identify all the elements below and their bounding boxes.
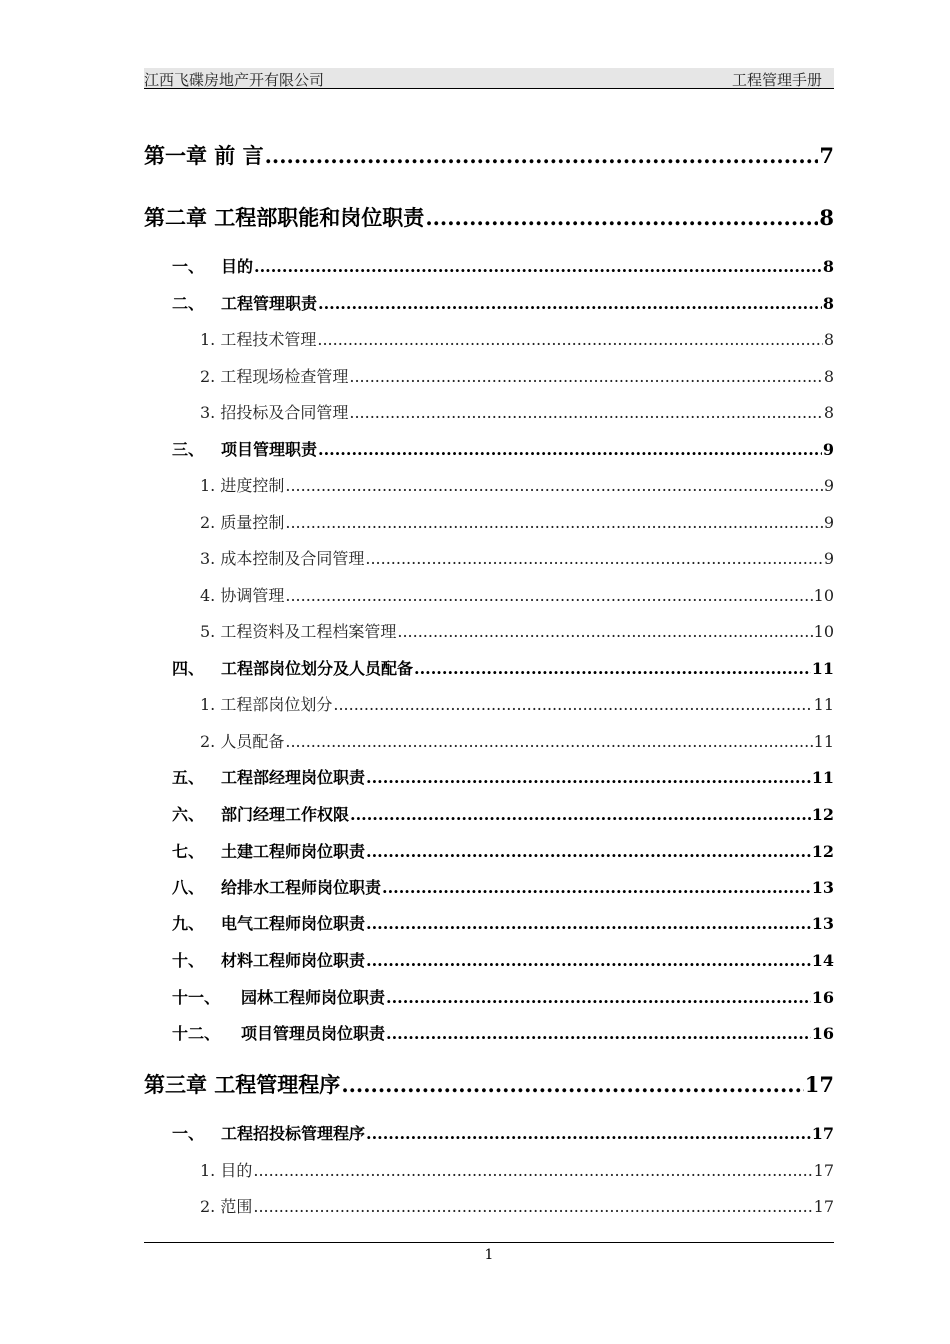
toc-entry-label: 项目管理职责 xyxy=(221,440,318,459)
toc-page-number: 8 xyxy=(822,294,834,313)
toc-entry-label: 目的 xyxy=(221,257,254,276)
toc-page-number: 9 xyxy=(822,440,834,459)
section-number: 八、 xyxy=(172,878,205,897)
toc-entry-label: 3. 成本控制及合同管理 xyxy=(200,549,365,568)
toc-entry-label: 第三章 工程管理程序 xyxy=(144,1072,341,1097)
dot-leader xyxy=(382,878,811,897)
toc-page-number: 13 xyxy=(811,914,834,933)
toc-page-number: 9 xyxy=(823,476,834,495)
section-number: 四、 xyxy=(172,659,205,678)
dot-leader xyxy=(341,1072,803,1097)
dot-leader xyxy=(349,403,822,422)
toc-entry-label: 工程部经理岗位职责 xyxy=(221,768,366,787)
toc-page-number: 7 xyxy=(819,143,834,168)
toc-entry-label: 1. 工程部岗位划分 xyxy=(200,695,333,714)
dot-leader xyxy=(253,1197,812,1216)
section-number: 十二、 xyxy=(172,1024,221,1043)
toc-page-number: 11 xyxy=(813,732,834,751)
dot-leader xyxy=(397,622,812,641)
page-number: 1 xyxy=(484,1247,494,1263)
dot-leader xyxy=(285,476,822,495)
toc-entry-label: 电气工程师岗位职责 xyxy=(221,914,366,933)
toc-page-number: 11 xyxy=(813,695,834,714)
toc-subsection[interactable] xyxy=(200,400,834,423)
toc-entry-label: 5. 工程资料及工程档案管理 xyxy=(200,622,397,641)
toc-entry-label: 工程管理职责 xyxy=(221,294,318,313)
toc-section[interactable] xyxy=(172,1021,834,1044)
toc-page-number: 13 xyxy=(811,878,834,897)
toc-chapter-1[interactable] xyxy=(144,140,834,170)
toc-page-number: 9 xyxy=(823,549,834,568)
toc-entry-label: 土建工程师岗位职责 xyxy=(221,842,366,861)
dot-leader xyxy=(366,914,811,933)
dot-leader xyxy=(318,294,822,313)
toc-page-number: 17 xyxy=(811,1124,834,1143)
dot-leader xyxy=(366,842,811,861)
toc-page-number: 8 xyxy=(819,205,834,230)
toc-entry-label: 部门经理工作权限 xyxy=(221,805,350,824)
toc-section[interactable] xyxy=(172,802,834,825)
dot-leader xyxy=(317,330,822,349)
toc-page-number: 8 xyxy=(823,403,834,422)
toc-page-number: 17 xyxy=(813,1161,834,1180)
toc-entry-label: 给排水工程师岗位职责 xyxy=(221,878,382,897)
section-number: 十、 xyxy=(172,951,205,970)
toc-page-number: 12 xyxy=(811,842,834,861)
toc-entry-label: 项目管理员岗位职责 xyxy=(241,1024,386,1043)
toc-subsection[interactable] xyxy=(200,364,834,387)
toc-section[interactable] xyxy=(172,948,834,971)
toc-section[interactable] xyxy=(172,765,834,788)
toc-entry-label: 2. 工程现场检查管理 xyxy=(200,367,349,386)
toc-subsection[interactable] xyxy=(200,729,834,752)
toc-entry-label: 材料工程师岗位职责 xyxy=(221,951,366,970)
toc-section[interactable] xyxy=(172,839,834,862)
toc-section[interactable] xyxy=(172,437,834,460)
toc-page-number: 8 xyxy=(823,330,834,349)
dot-leader xyxy=(386,988,811,1007)
toc-section[interactable] xyxy=(172,875,834,898)
dot-leader xyxy=(414,659,811,678)
dot-leader xyxy=(366,951,811,970)
section-number: 三、 xyxy=(172,440,205,459)
section-number: 一、 xyxy=(172,1124,205,1143)
toc-page-number: 14 xyxy=(811,951,834,970)
toc-section[interactable] xyxy=(172,291,834,314)
toc-entry-label: 3. 招投标及合同管理 xyxy=(200,403,349,422)
toc-section[interactable] xyxy=(172,656,834,679)
dot-leader xyxy=(318,440,822,459)
toc-page-number: 12 xyxy=(811,805,834,824)
dot-leader xyxy=(350,805,811,824)
section-number: 九、 xyxy=(172,914,205,933)
toc-entry-label: 1. 进度控制 xyxy=(200,476,285,495)
toc-entry-label: 第一章 前 言 xyxy=(144,143,264,168)
toc-subsection[interactable] xyxy=(200,510,834,533)
toc-page-number: 10 xyxy=(813,622,834,641)
toc-entry-label: 工程招投标管理程序 xyxy=(221,1124,366,1143)
toc-page-number: 16 xyxy=(811,988,834,1007)
toc-page-number: 8 xyxy=(823,367,834,386)
dot-leader xyxy=(285,513,822,532)
toc-chapter-2[interactable] xyxy=(144,202,834,232)
toc-page-number: 17 xyxy=(804,1072,834,1097)
dot-leader xyxy=(366,768,811,787)
toc-entry-label: 1. 工程技术管理 xyxy=(200,330,317,349)
dot-leader xyxy=(386,1024,811,1043)
dot-leader xyxy=(365,549,822,568)
toc-section[interactable] xyxy=(172,911,834,934)
section-number: 一、 xyxy=(172,257,205,276)
toc-subsection[interactable] xyxy=(200,619,834,642)
toc-page-number: 11 xyxy=(811,659,834,678)
page-header xyxy=(144,68,834,89)
document-title: 工程管理手册 xyxy=(731,71,822,89)
toc-page-number: 17 xyxy=(813,1197,834,1216)
toc-section[interactable] xyxy=(172,254,834,277)
dot-leader xyxy=(285,586,812,605)
footer-divider xyxy=(144,1242,834,1243)
toc-subsection[interactable] xyxy=(200,327,834,350)
section-number: 六、 xyxy=(172,805,205,824)
company-name: 江西飞碟房地产开有限公司 xyxy=(144,71,325,89)
dot-leader xyxy=(349,367,822,386)
toc-entry-label: 2. 范围 xyxy=(200,1197,253,1216)
section-number: 七、 xyxy=(172,842,205,861)
toc-entry-label: 工程部岗位划分及人员配备 xyxy=(221,659,414,678)
toc-subsection[interactable] xyxy=(200,692,834,715)
toc-subsection[interactable] xyxy=(200,546,834,569)
toc-page-number: 11 xyxy=(811,768,834,787)
dot-leader xyxy=(253,1161,812,1180)
toc-page-number: 16 xyxy=(811,1024,834,1043)
toc-entry-label: 2. 人员配备 xyxy=(200,732,285,751)
dot-leader xyxy=(285,732,812,751)
dot-leader xyxy=(254,257,822,276)
section-number: 二、 xyxy=(172,294,205,313)
toc-subsection[interactable] xyxy=(200,583,834,606)
toc-section[interactable] xyxy=(172,985,834,1008)
toc-page-number: 9 xyxy=(823,513,834,532)
dot-leader xyxy=(425,205,818,230)
toc-entry-label: 2. 质量控制 xyxy=(200,513,285,532)
section-number: 五、 xyxy=(172,768,205,787)
section-number: 十一、 xyxy=(172,988,221,1007)
dot-leader xyxy=(366,1124,811,1143)
dot-leader xyxy=(265,143,819,168)
toc-entry-label: 园林工程师岗位职责 xyxy=(241,988,386,1007)
toc-subsection[interactable] xyxy=(200,1194,834,1217)
toc-entry-label: 1. 目的 xyxy=(200,1161,253,1180)
toc-page-number: 10 xyxy=(813,586,834,605)
toc-subsection[interactable] xyxy=(200,473,834,496)
toc-entry-label: 第二章 工程部职能和岗位职责 xyxy=(144,205,425,230)
toc-chapter-3[interactable] xyxy=(144,1069,834,1099)
toc-entry-label: 4. 协调管理 xyxy=(200,586,285,605)
toc-page-number: 8 xyxy=(822,257,834,276)
toc-section[interactable] xyxy=(172,1121,834,1144)
dot-leader xyxy=(333,695,812,714)
toc-subsection[interactable] xyxy=(200,1158,834,1181)
